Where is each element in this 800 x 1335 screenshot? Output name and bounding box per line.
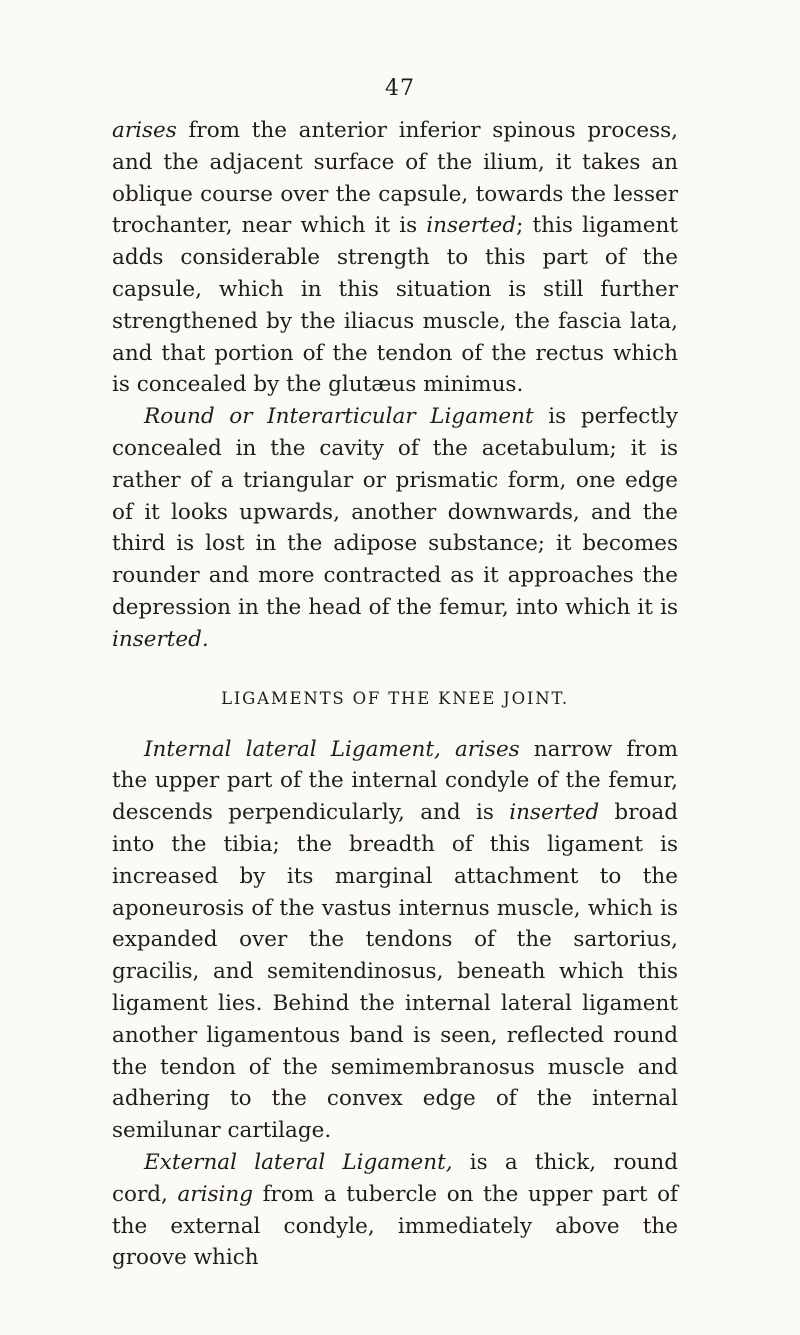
- body-text: [112, 115, 678, 1274]
- term-internal-lateral-ligament: Internal lateral Ligament, arises: [144, 736, 520, 762]
- section-heading: LIGAMENTS OF THE KNEE JOINT.: [221, 688, 569, 708]
- paragraph-external-lateral-ligament: [112, 1147, 678, 1274]
- paragraph-text: ; this ligament adds considerable strength to this part of the capsule, which in this situation is still further strengthened by the iliacus muscle, the fascia lata, and that portion of the tendon of the rectus which is concealed by the glutæus minimus.: [112, 213, 678, 398]
- term-round: Round: [144, 404, 215, 430]
- paragraph-text: narrow from the upper part of the internal condyle of the femur, descends perpendicularly, and is: [112, 736, 679, 826]
- paragraph-text: is a thick, round cord,: [112, 1149, 678, 1207]
- term-inserted: inserted: [426, 213, 517, 239]
- term-external-lateral-ligament: External lateral Ligament,: [144, 1149, 453, 1175]
- term-arises: arises: [112, 118, 177, 143]
- paragraph-internal-lateral-ligament: [112, 734, 678, 1147]
- paragraph-text: from the anterior inferior spinous process, and the adjacent surface of the ilium, it takes an oblique course over the capsule, towards the lesser trochanter, near which it is: [112, 118, 678, 239]
- paragraph-text: from a tubercle on the upper part of the external condyle, immediately above the groove which: [112, 1181, 678, 1271]
- page-number: 47: [385, 76, 415, 101]
- paragraph-text: broad into the tibia; the breadth of this ligament is increased by its marginal attachment to the aponeurosis of the vastus internus muscle, which is expanded over the tendons of the sartorius, gracilis, and semitendinosus, beneath which this ligament lies. Behind the internal lateral ligament another ligamentous band is seen, reflected round the tendon of the semimembranosus muscle and adhering to the convex edge of the internal semilunar cartilage.: [112, 800, 678, 1144]
- paragraph-round-ligament: [112, 401, 678, 655]
- term-interarticular-ligament: Interarticular Ligament: [267, 404, 534, 430]
- paragraph-hip-ligament-continued: [112, 115, 678, 401]
- term-inserted: inserted.: [112, 626, 209, 652]
- paragraph-text: is perfectly concealed in the cavity of the acetabulum; it is rather of a triangular or prismatic form, one edge of it looks upwards, another downwards, and the third is lost in the adipose substance; it becomes rounder and more contracted as it approaches the depression in the head of the femur, into which it is: [112, 404, 678, 620]
- term-or: or: [214, 404, 268, 430]
- term-inserted: inserted: [509, 800, 600, 826]
- term-arising: arising: [177, 1181, 253, 1207]
